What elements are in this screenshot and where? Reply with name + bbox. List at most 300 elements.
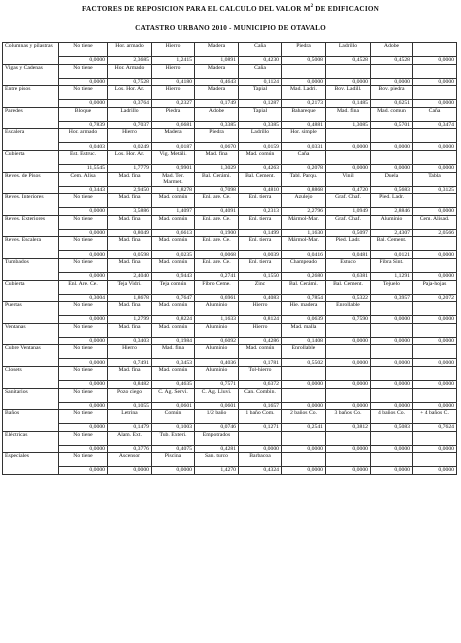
factor-value-cell: 0,9901 — [152, 164, 195, 172]
factor-value-cell: 0,0746 — [195, 424, 239, 432]
material-name-cell: Ladrillo — [108, 107, 152, 121]
table-row-names — [3, 172, 457, 186]
material-name-cell: Los. Hor. Ar. — [108, 86, 152, 100]
factor-value-cell: 0,8049 — [108, 229, 152, 237]
material-name-cell — [413, 366, 457, 380]
material-name-cell: Madera — [195, 86, 239, 100]
material-name-cell: Caña — [413, 107, 457, 121]
factor-value-cell: 0,0000 — [413, 100, 457, 108]
factor-value-cell: 0,0000 — [413, 380, 457, 388]
material-name-cell: No tiene — [59, 323, 108, 337]
factor-value-cell: 1,3085 — [326, 121, 371, 129]
material-name-cell: Tabla — [413, 172, 457, 186]
factor-value-cell: 0,2078 — [282, 164, 326, 172]
material-name-cell: Mad. común — [152, 302, 195, 316]
row-label: Tumbados — [3, 258, 59, 280]
table-row-names — [3, 64, 457, 78]
material-name-cell: Caña — [239, 64, 282, 78]
material-name-cell — [282, 431, 326, 445]
material-name-cell: Aluminio — [195, 323, 239, 337]
factor-value-cell: 0,6381 — [326, 272, 371, 280]
material-name-cell: Mad. Ladri. — [282, 86, 326, 100]
material-name-cell — [326, 64, 371, 78]
material-name-cell: Bal. Cement. — [239, 172, 282, 186]
material-name-cell: No tiene — [59, 431, 108, 445]
row-label: Eléctricas — [3, 431, 59, 453]
table-row-names — [3, 43, 457, 57]
table-row-names — [3, 237, 457, 251]
factor-value-cell: 0,0000 — [326, 445, 371, 453]
factor-value-cell: 0,9443 — [152, 272, 195, 280]
material-name-cell: Graf. Chaf. — [326, 194, 371, 208]
material-name-cell — [371, 345, 413, 359]
factor-value-cell: 0,0331 — [282, 143, 326, 151]
factor-value-cell: 0,7037 — [108, 121, 152, 129]
material-name-cell: Enl. are. Ce. — [195, 258, 239, 272]
factor-value-cell: 0,0000 — [59, 100, 108, 108]
table-row-names — [3, 388, 457, 402]
factor-value-cell: 0,2313 — [239, 208, 282, 216]
material-name-cell: Los. Hor. Ar. — [108, 150, 152, 164]
material-name-cell — [282, 64, 326, 78]
material-name-cell: Aluminio — [195, 366, 239, 380]
factor-value-cell: 0,0000 — [59, 402, 108, 410]
material-name-cell: Pied. Ladr. — [371, 194, 413, 208]
material-name-cell: Mad. fina — [326, 107, 371, 121]
table-row-values — [3, 186, 457, 194]
factor-value-cell: 0,7528 — [108, 78, 152, 86]
table-row-names — [3, 431, 457, 445]
factor-value-cell: 0,0000 — [59, 337, 108, 345]
material-name-cell: Can. Combin. — [239, 388, 282, 402]
table-row-values — [3, 100, 457, 108]
material-name-cell: Mad. comun — [371, 107, 413, 121]
factor-value-cell: 0,8224 — [152, 316, 195, 324]
title-superscript: 2 — [310, 4, 314, 9]
factor-value-cell: 0,0601 — [152, 402, 195, 410]
material-name-cell: Hierro — [152, 86, 195, 100]
factor-value-cell: 1,1291 — [371, 272, 413, 280]
factor-value-cell: 0,3776 — [108, 445, 152, 453]
factor-value-cell: 1,4097 — [152, 208, 195, 216]
factor-value-cell: 0,0000 — [371, 337, 413, 345]
factor-value-cell: 0,0000 — [326, 143, 371, 151]
factor-value-cell: 0,4635 — [152, 380, 195, 388]
factor-value-cell: 1,8278 — [152, 186, 195, 194]
table-row-names — [3, 323, 457, 337]
factor-value-cell: 0,0601 — [195, 402, 239, 410]
material-name-cell — [326, 345, 371, 359]
factor-value-cell: 1,8678 — [108, 294, 152, 302]
table-row-values — [3, 467, 457, 475]
factor-value-cell: 0,2541 — [282, 424, 326, 432]
factor-value-cell: 0,0000 — [59, 359, 108, 367]
material-name-cell: Mad. malla — [282, 323, 326, 337]
material-name-cell: No tiene — [59, 258, 108, 272]
material-name-cell: C. Ag. Lluvi. — [195, 388, 239, 402]
factor-value-cell: 0,0000 — [59, 467, 108, 475]
table-row-values — [3, 272, 457, 280]
factor-value-cell: 0,5008 — [282, 57, 326, 65]
material-name-cell: Enl. are. Ce. — [195, 194, 239, 208]
material-name-cell: Teja común — [152, 280, 195, 294]
material-name-cell: Graf. Chaf. — [326, 215, 371, 229]
material-name-cell: San. turco — [195, 453, 239, 467]
factor-value-cell: 0,6613 — [152, 229, 195, 237]
material-name-cell — [413, 237, 457, 251]
factor-value-cell: 0,2173 — [282, 100, 326, 108]
material-name-cell: Pozo ciego — [108, 388, 152, 402]
material-name-cell: Ladrillo — [239, 129, 282, 143]
material-name-cell — [239, 431, 282, 445]
factor-value-cell: 0,0000 — [59, 78, 108, 86]
material-name-cell — [413, 86, 457, 100]
table-row-values — [3, 121, 457, 129]
factor-value-cell: 0,7491 — [108, 359, 152, 367]
factor-value-cell: 0,0000 — [413, 445, 457, 453]
factor-value-cell: 1,4270 — [195, 467, 239, 475]
factor-value-cell: 0,0121 — [371, 251, 413, 259]
row-label: Escalera — [3, 129, 59, 151]
factor-value-cell: 0,0159 — [239, 143, 282, 151]
factor-value-cell: 0,5701 — [371, 121, 413, 129]
material-name-cell: Adobe — [195, 107, 239, 121]
factor-value-cell: 0,3004 — [59, 294, 108, 302]
factor-value-cell: 0,7098 — [195, 186, 239, 194]
material-name-cell: Mad. común — [152, 194, 195, 208]
factor-value-cell: 0,7854 — [282, 294, 326, 302]
material-name-cell: Champeado — [282, 258, 326, 272]
factor-value-cell: 2,0566 — [413, 229, 457, 237]
material-name-cell: Hor. armado — [108, 43, 152, 57]
factor-value-cell: 0,1287 — [239, 100, 282, 108]
material-name-cell — [326, 453, 371, 467]
factor-value-cell: 0,2327 — [152, 100, 195, 108]
factor-value-cell: 0,0000 — [282, 380, 326, 388]
factor-value-cell: 0,6681 — [152, 121, 195, 129]
row-label: Reves. Exteriores — [3, 215, 59, 237]
material-name-cell: Madera — [152, 129, 195, 143]
material-name-cell — [413, 129, 457, 143]
material-name-cell: Vig. Metáli. — [152, 150, 195, 164]
material-name-cell: Mad. común — [152, 237, 195, 251]
material-name-cell: Mármol-Mar. — [282, 215, 326, 229]
factor-value-cell: 1,0891 — [195, 57, 239, 65]
factor-value-cell: 0,0000 — [413, 78, 457, 86]
factor-value-cell: 2,3685 — [108, 57, 152, 65]
material-name-cell: Mad. común — [152, 366, 195, 380]
material-name-cell: Tejuelo — [371, 280, 413, 294]
document-subtitle: CATASTRO URBANO 2010 - MUNICIPIO DE OTAVALO — [135, 24, 326, 32]
material-name-cell: Hierro — [239, 323, 282, 337]
material-name-cell: Alam. Ext. — [108, 431, 152, 445]
table-row-names — [3, 453, 457, 467]
factor-value-cell: 0,7839 — [59, 121, 108, 129]
table-row-values — [3, 424, 457, 432]
material-name-cell — [371, 453, 413, 467]
material-name-cell — [371, 150, 413, 164]
row-label: Vigas y Cadenas — [3, 64, 59, 86]
material-name-cell: Enl. are. Ce. — [195, 215, 239, 229]
material-name-cell: + 4 baños C. — [413, 410, 457, 424]
row-label: Puertas — [3, 302, 59, 324]
factor-value-cell: 0,8482 — [108, 380, 152, 388]
factor-value-cell: 0,4324 — [239, 467, 282, 475]
factor-value-cell: 0,0000 — [413, 359, 457, 367]
factor-value-cell: 1,0949 — [326, 208, 371, 216]
factor-value-cell: 0,7647 — [152, 294, 195, 302]
factor-value-cell: 0,0403 — [59, 143, 108, 151]
material-name-cell: No tiene — [59, 86, 108, 100]
factor-value-cell: 0,7590 — [326, 316, 371, 324]
table-row-names — [3, 129, 457, 143]
factor-value-cell: 0,0000 — [152, 467, 195, 475]
material-name-cell: Bov. piedra — [371, 86, 413, 100]
material-name-cell: Bal. Cerámi. — [195, 172, 239, 186]
row-label: Columnas y pilastras — [3, 43, 59, 65]
factor-value-cell: 0,1408 — [282, 337, 326, 345]
table-row-names — [3, 107, 457, 121]
material-name-cell: Hierro — [239, 302, 282, 316]
factor-value-cell: 0,1499 — [239, 229, 282, 237]
document-title — [0, 5, 461, 13]
table-row-values — [3, 294, 457, 302]
factor-value-cell: 0,0000 — [413, 467, 457, 475]
material-name-cell: 1 baño Com. — [239, 410, 282, 424]
material-name-cell: Tabl. Parqu. — [282, 172, 326, 186]
row-label: Sanitarios — [3, 388, 59, 410]
factor-value-cell: 0,0000 — [413, 337, 457, 345]
factor-value-cell: 1,2415 — [152, 57, 195, 65]
row-label: Cubierta — [3, 150, 59, 172]
factor-value-cell: 0,6251 — [371, 100, 413, 108]
material-name-cell: No tiene — [59, 388, 108, 402]
factor-value-cell: 0,1124 — [239, 78, 282, 86]
factor-value-cell: 0,0000 — [326, 402, 371, 410]
factor-value-cell: 0,0000 — [371, 164, 413, 172]
factor-value-cell: 0,5502 — [282, 359, 326, 367]
material-name-cell: Pied. Ladr. — [326, 237, 371, 251]
material-name-cell: Mad. fina — [108, 172, 152, 186]
factor-value-cell: 0,0416 — [282, 251, 326, 259]
material-name-cell — [413, 302, 457, 316]
factor-value-cell: 0,4180 — [152, 78, 195, 86]
table-row-names — [3, 345, 457, 359]
factor-value-cell: 0,0039 — [239, 251, 282, 259]
factor-value-cell: 0,0000 — [413, 164, 457, 172]
factor-value-cell: 0,2072 — [413, 294, 457, 302]
material-name-cell: Mad. fina — [152, 345, 195, 359]
factors-table — [2, 42, 457, 475]
factor-value-cell: 0,0000 — [413, 208, 457, 216]
factor-value-cell: 0,0000 — [413, 316, 457, 324]
material-name-cell — [371, 431, 413, 445]
material-name-cell: Hor. Armado — [108, 64, 152, 78]
material-name-cell: Zinc — [239, 280, 282, 294]
material-name-cell — [282, 453, 326, 467]
material-name-cell: Paja-hojas — [413, 280, 457, 294]
factors-table-body — [3, 43, 457, 475]
material-name-cell: Enl. tierra — [239, 258, 282, 272]
factor-value-cell: 0,0000 — [413, 272, 457, 280]
material-name-cell: Enl. Are. Ce. — [59, 280, 108, 294]
material-name-cell: Aluminio — [195, 345, 239, 359]
title-main: FACTORES DE REPOSICION PARA EL CALCULO DEL VALOR M — [82, 5, 311, 13]
factor-value-cell: 0,0000 — [371, 445, 413, 453]
material-name-cell — [371, 323, 413, 337]
table-row-values — [3, 337, 457, 345]
material-name-cell: Mad. fina — [108, 366, 152, 380]
table-row-names — [3, 280, 457, 294]
factor-value-cell: 2,2796 — [282, 208, 326, 216]
factor-value-cell: 0,3812 — [326, 424, 371, 432]
table-row-names — [3, 215, 457, 229]
material-name-cell: Mad. común — [152, 258, 195, 272]
material-name-cell: Vinil — [326, 172, 371, 186]
material-name-cell — [371, 129, 413, 143]
material-name-cell: Piscina — [152, 453, 195, 467]
factor-value-cell: 0,0235 — [152, 251, 195, 259]
factor-value-cell: 0,3957 — [371, 294, 413, 302]
material-name-cell: Caña — [282, 150, 326, 164]
factor-value-cell: 0,1485 — [326, 100, 371, 108]
material-name-cell: 2 baños Co. — [282, 410, 326, 424]
material-name-cell: Piedra — [152, 107, 195, 121]
factor-value-cell: 0,0000 — [326, 337, 371, 345]
material-name-cell: Mad. común — [239, 345, 282, 359]
factor-value-cell: 0,3385 — [195, 121, 239, 129]
material-name-cell: Piedra — [282, 43, 326, 57]
material-name-cell — [326, 150, 371, 164]
material-name-cell: Cem. Alisa — [59, 172, 108, 186]
material-name-cell — [326, 323, 371, 337]
factor-value-cell: 0,4528 — [326, 57, 371, 65]
factor-value-cell: 0,0000 — [59, 57, 108, 65]
material-name-cell: Piedra — [195, 129, 239, 143]
material-name-cell: Madera — [195, 64, 239, 78]
factor-value-cell: 0,0000 — [59, 424, 108, 432]
factor-value-cell: 0,4083 — [239, 294, 282, 302]
material-name-cell — [371, 302, 413, 316]
factor-value-cell: 0,1984 — [152, 337, 195, 345]
material-name-cell: Aluminio — [371, 215, 413, 229]
factor-value-cell: 0,0000 — [371, 143, 413, 151]
material-name-cell: Enl. tierra — [239, 215, 282, 229]
material-name-cell: Tapial — [239, 107, 282, 121]
factor-value-cell: 0,6092 — [195, 337, 239, 345]
title-end: DE EDIFICACION — [313, 5, 379, 13]
factor-value-cell: 2,4307 — [371, 229, 413, 237]
material-name-cell: Mad. fina — [108, 237, 152, 251]
table-row-values — [3, 445, 457, 453]
row-label: Closets — [3, 366, 59, 388]
material-name-cell: Enl. tierra — [239, 237, 282, 251]
table-row-values — [3, 251, 457, 259]
material-name-cell: Mad. fina — [108, 194, 152, 208]
material-name-cell: Mad. común — [239, 150, 282, 164]
material-name-cell — [371, 366, 413, 380]
material-name-cell — [371, 64, 413, 78]
factor-value-cell: 0,0000 — [371, 359, 413, 367]
factor-value-cell: 0,0000 — [108, 467, 152, 475]
material-name-cell — [413, 323, 457, 337]
factor-value-cell: 0,3474 — [413, 121, 457, 129]
material-name-cell — [326, 431, 371, 445]
material-name-cell: No tiene — [59, 302, 108, 316]
factor-value-cell: 0,0000 — [59, 272, 108, 280]
factor-value-cell: 0,1749 — [195, 100, 239, 108]
material-name-cell — [282, 366, 326, 380]
material-name-cell: Hierro — [152, 43, 195, 57]
factor-value-cell: 0,0000 — [59, 229, 108, 237]
factor-value-cell: 0,4036 — [195, 359, 239, 367]
factor-value-cell: 0,8124 — [239, 316, 282, 324]
factor-value-cell: 1,7779 — [108, 164, 152, 172]
factor-value-cell: 0,4881 — [282, 121, 326, 129]
table-row-names — [3, 366, 457, 380]
factor-value-cell: 0,4075 — [152, 445, 195, 453]
factor-value-cell: 0,1781 — [239, 359, 282, 367]
material-name-cell: Bahareque — [282, 107, 326, 121]
row-label: Reves. Interiores — [3, 194, 59, 216]
material-name-cell: Mad. fina — [108, 258, 152, 272]
material-name-cell: Ascensor — [108, 453, 152, 467]
table-row-values — [3, 78, 457, 86]
material-name-cell: Fibro Ceme. — [195, 280, 239, 294]
material-name-cell: Tapial — [239, 86, 282, 100]
row-label: Entre pisos — [3, 86, 59, 108]
factor-value-cell: 0,2741 — [195, 272, 239, 280]
material-name-cell: Ladrillo — [326, 43, 371, 57]
factor-value-cell: 0,4263 — [239, 164, 282, 172]
factor-value-cell: 0,8868 — [282, 186, 326, 194]
factor-value-cell: 0,0639 — [282, 316, 326, 324]
row-label: Paredes — [3, 107, 59, 129]
material-name-cell: No tiene — [59, 345, 108, 359]
material-name-cell: No tiene — [59, 366, 108, 380]
factor-value-cell: 0,5322 — [326, 294, 371, 302]
material-name-cell: No tiene — [59, 237, 108, 251]
factor-value-cell: 0,1271 — [239, 424, 282, 432]
row-label: Ventanas — [3, 323, 59, 345]
table-row-names — [3, 150, 457, 164]
factor-value-cell: 0,5083 — [371, 424, 413, 432]
factor-value-cell: 0,1055 — [108, 402, 152, 410]
factor-value-cell: 0,0000 — [371, 380, 413, 388]
material-name-cell: Estuco — [326, 258, 371, 272]
table-row-names — [3, 86, 457, 100]
material-name-cell — [413, 453, 457, 467]
factor-value-cell: 0,0187 — [152, 143, 195, 151]
factor-value-cell: 0,2680 — [282, 272, 326, 280]
material-name-cell: Duela — [371, 172, 413, 186]
factor-value-cell: 2,8846 — [371, 208, 413, 216]
material-name-cell: Enl. are. Ce. — [195, 237, 239, 251]
factor-value-cell: 0,0000 — [413, 143, 457, 151]
material-name-cell: Bal. Cerámi. — [282, 280, 326, 294]
table-row-values — [3, 402, 457, 410]
material-name-cell — [326, 388, 371, 402]
row-label: Baños — [3, 410, 59, 432]
material-name-cell: Cem. Alisad. — [413, 215, 457, 229]
material-name-cell: Mad. fina — [108, 323, 152, 337]
material-name-cell: Común — [152, 410, 195, 424]
material-name-cell: Bal. Cement. — [326, 280, 371, 294]
material-name-cell: Teja Vidri. — [108, 280, 152, 294]
material-name-cell: No tiene — [59, 43, 108, 57]
factor-value-cell: 3,5886 — [108, 208, 152, 216]
table-row-values — [3, 359, 457, 367]
